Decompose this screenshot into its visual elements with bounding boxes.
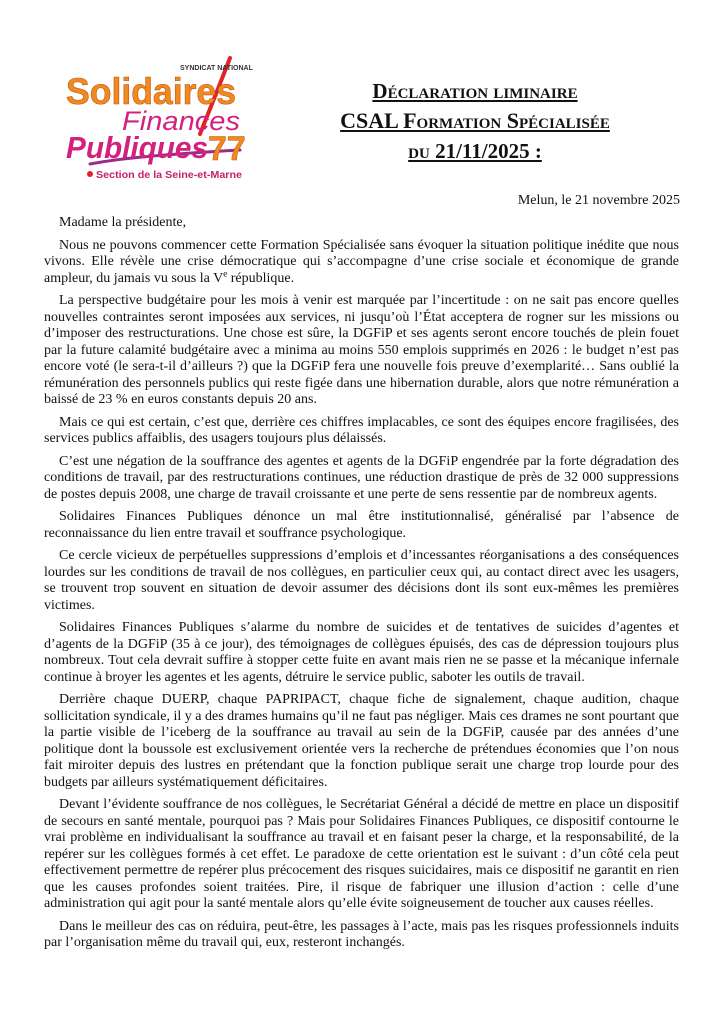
paragraph-1: [44, 238, 679, 288]
title-line-3: du 21/11/2025 :: [408, 139, 542, 163]
document-title: [270, 76, 680, 166]
paragraph-6: Ce cercle vicieux de perpétuelles suppressions d’emplois et d’incessantes réorganisations a des conséquences lourdes sur les conditions de travail de nos collègues, en particulier ceux qui, au contact direct avec les usagers, se trouvent trop souvent en situation de devoir assumer des décisions dont ils sont eux-mêmes les premières victimes.: [44, 548, 679, 613]
logo-word-finances: Finances: [122, 106, 240, 136]
paragraph-10: Dans le meilleur des cas on réduira, peut-être, les passages à l’acte, mais pas les risques professionnels induits par l’organisation même du travail qui, eux, resteront inchangés.: [44, 918, 679, 950]
logo-number: 77: [208, 130, 246, 168]
paragraph-8: Derrière chaque DUERP, chaque PAPRIPACT, chaque fiche de signalement, chaque audition, chaque sollicitation syndicale, il y a des drames humains qu’il ne faut pas négliger. Mais ces drames ne sont pourtant que la partie visible de l’iceberg de la souffrance au travail au sein de la DGFiP, causée par des années d’une politique dont la boussole est exclusivement orientée vers la recherche de prétendues économies que l’on nous fait miroiter depuis des lustres en prétendant que la fonction publique serait une charge trop lourde pour des budgets par ailleurs systématiquement déficitaires.: [44, 692, 679, 790]
logo-word-publiques: Publiques: [66, 130, 208, 165]
paragraph-5: Solidaires Finances Publiques dénonce un mal être institutionnalisé, généralisé par l’absence de reconnaissance du lien entre travail et souffrance psychologique.: [44, 509, 679, 541]
logo-bullet-icon: [87, 171, 93, 177]
paragraph-9: Devant l’évidente souffrance de nos collègues, le Secrétariat Général a décidé de mettre en place un dispositif de secours en santé mentale, pourquoi pas ? Mais pour Solidaires Finances Publiques, ce dispositif contourne le vrai problème en individualisant la souffrance au travail et en faisant peser la charge, et la responsabilité, de la repérer sur les collègues formés à cet effet. Le paradoxe de cette orientation est le suivant : d’un côté cela peut effectivement permettre de repérer plus précocement des risques suicidaires, mais ce dispositif ne garantit en rien que les causes profondes soient traitées. Pire, il risque de fabriquer une illusion d’action : celle d’une administration qui agit pour la santé mentale alors qu’elle évite soigneusement de toucher aux causes réelles.: [44, 797, 679, 911]
paragraph-1-tail: république.: [227, 270, 295, 286]
paragraph-1-text: Nous ne pouvons commencer cette Formation Spécialisée sans évoquer la situation politique inédite que nous vivons. Elle révèle une crise démocratique qui s’accompagne d’une crise sociale et économique de grande ampleur, du jamais vu sous la V: [44, 237, 679, 286]
place-date: Melun, le 21 novembre 2025: [517, 193, 680, 208]
union-logo: [60, 54, 256, 184]
paragraph-2: La perspective budgétaire pour les mois à venir est marquée par l’incertitude : on ne sait pas encore quelles nouvelles contraintes seront imposées aux services, ni jusqu’où l’État acceptera de rogner sur les missions ou d’imposer des restructurations. Une chose est sûre, la DGFiP et ses agents seront encore touchés de plein fouet par la future calamité budgétaire avec a minima au moins 550 emplois supprimés en 2026 : le budget n’est pas encore voté (le sera-t-il d’ailleurs ?) que la DGFiP fera une nouvelle fois preuve d’exemplarité… Sans oublié la rémunération des personnels publics qui reste figée dans une hibernation durable, alors que notre rémunération a baissé de 23 % en euros constants depuis 20 ans.: [44, 293, 679, 407]
paragraph-3: Mais ce qui est certain, c’est que, derrière ces chiffres implacables, ce sont des équipes encore fragilisées, des services publics affaiblis, des usagers toujours plus délaissés.: [44, 414, 679, 446]
logo-word-solidaires: Solidaires: [66, 71, 236, 112]
paragraph-4: C’est une négation de la souffrance des agentes et agents de la DGFiP engendrée par la forte dégradation des conditions de travail, par des restructurations continues, une réduction drastique de près de 32 000 suppressions de postes depuis 2008, une charge de travail croissante et une perte de sens ressentie par de nombreux agents.: [44, 453, 679, 502]
declaration-body: [44, 215, 679, 958]
salutation: Madame la présidente,: [59, 215, 187, 230]
title-line-1: Déclaration liminaire: [372, 79, 578, 103]
logo-tagline: SYNDICAT NATIONAL: [180, 65, 253, 72]
logo-section: Section de la Seine-et-Marne: [96, 170, 243, 181]
title-line-2: CSAL Formation Spécialisée: [340, 108, 610, 133]
paragraph-7: Solidaires Finances Publiques s’alarme du nombre de suicides et de tentatives de suicides d’agentes et d’agents de la DGFiP (35 à ce jour), des témoignages de collègues épuisés, des cas de dépression toujours plus nombreux. Tout cela devrait suffire à stopper cette fuite en avant mais rien ne se passe et la mécanique infernale continue à broyer les agentes et les agents, détruire le service public, saboter les outils de travail.: [44, 620, 679, 685]
superscript: e: [223, 267, 228, 278]
